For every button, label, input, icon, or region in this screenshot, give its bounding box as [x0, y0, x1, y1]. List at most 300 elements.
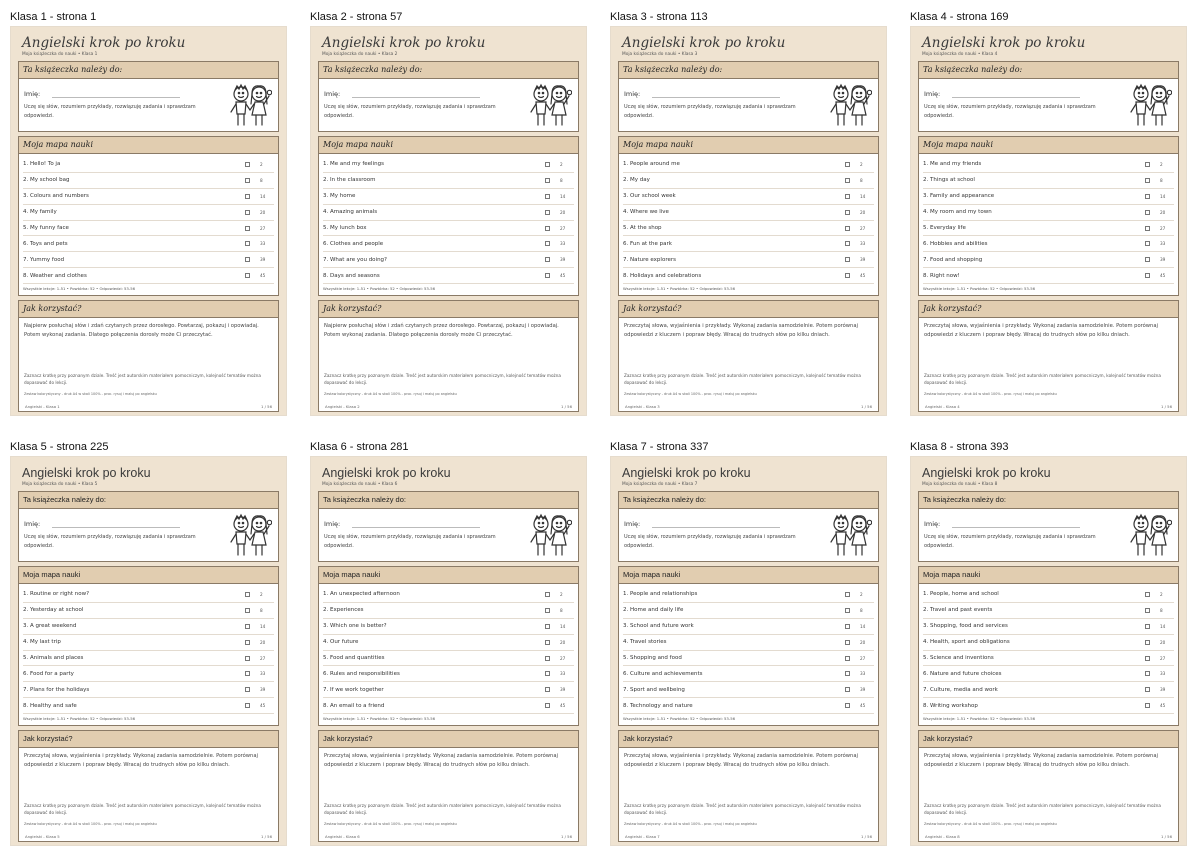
checkbox-icon[interactable]	[1145, 687, 1150, 692]
owner-box	[318, 61, 579, 132]
learning-map-heading: Moja mapa nauki	[919, 137, 1178, 154]
checkbox-icon[interactable]	[845, 162, 850, 167]
map-item-page: 14	[860, 623, 866, 629]
owner-box-heading: Ta książeczka należy do:	[19, 492, 278, 509]
map-item-page: 45	[560, 703, 566, 709]
checkbox-icon[interactable]	[545, 624, 550, 629]
page-footer-right: 1 / 56	[261, 834, 272, 839]
checkbox-icon[interactable]	[845, 241, 850, 246]
checkbox-icon[interactable]	[845, 703, 850, 708]
checkbox-icon[interactable]	[845, 687, 850, 692]
checkbox-icon[interactable]	[245, 241, 250, 246]
list-item	[623, 157, 874, 173]
page-thumbnail	[610, 456, 887, 846]
map-item-page: 33	[860, 671, 866, 677]
page-thumbnail	[310, 26, 587, 416]
how-to-text: Najpierw posłuchaj słów i zdań czytanych przez dorosłego. Powtarzaj, pokazuj i opowiadaj. Potem wykonaj zadania. Dlatego połączenia dorosły może Ci przeczytać.	[324, 323, 559, 338]
page-preview	[310, 438, 592, 846]
map-item-label: 7. Culture, media and work	[923, 686, 998, 693]
map-item-label: 8. Right now!	[923, 272, 960, 279]
note-text: Zaznacz kratkę przy poznanym dziale. Treść jest autorskim materiałem pomocniczym, kolejność tematów można dopasować do lekcji.	[324, 373, 561, 385]
map-item-label: 6. Toys and pets	[23, 240, 68, 247]
map-item-page: 2	[860, 161, 863, 167]
checkbox-icon[interactable]	[545, 194, 550, 199]
page-footer-right: 1 / 56	[861, 404, 872, 409]
print-info-text: Zestaw kolorystyczny - druk A4 w skali 100% - proc. rysuj i maluj po angielsku	[24, 392, 157, 397]
map-item-page: 33	[1160, 241, 1166, 247]
name-field[interactable]	[952, 90, 1080, 98]
checkbox-icon[interactable]	[1145, 671, 1150, 676]
map-item-page: 39	[260, 257, 266, 263]
learning-map-footer: Wszystkie lekcje: 1-51 • Powtórka: 52 • Odpowiedzi: 53-56	[323, 286, 436, 292]
checkbox-icon[interactable]	[845, 624, 850, 629]
checkbox-icon[interactable]	[545, 687, 550, 692]
learning-map-list	[919, 154, 1178, 284]
map-item-page: 45	[860, 703, 866, 709]
list-item	[623, 205, 874, 221]
map-item-page: 20	[560, 639, 566, 645]
list-item	[923, 682, 1174, 698]
map-item-page: 2	[260, 161, 263, 167]
map-item-label: 2. Experiences	[323, 607, 364, 614]
map-item-page: 8	[860, 607, 863, 613]
checkbox-icon[interactable]	[245, 592, 250, 597]
checkbox-icon[interactable]	[845, 226, 850, 231]
learning-map-box	[318, 136, 579, 296]
checkbox-icon[interactable]	[245, 178, 250, 183]
owner-box-heading: Ta książeczka należy do:	[919, 492, 1178, 509]
list-item	[923, 635, 1174, 651]
page-footer-left: Angielski - Klasa 4	[925, 404, 960, 409]
map-item-label: 4. Health, sport and obligations	[923, 639, 1010, 646]
checkbox-icon[interactable]	[1145, 273, 1150, 278]
checkbox-icon[interactable]	[245, 671, 250, 676]
name-field[interactable]	[652, 520, 780, 528]
document-title: Angielski krok po kroku	[322, 466, 451, 480]
checkbox-icon[interactable]	[845, 194, 850, 199]
owner-box	[618, 61, 879, 132]
checkbox-icon[interactable]	[1145, 162, 1150, 167]
map-item-page: 14	[1160, 623, 1166, 629]
checkbox-icon[interactable]	[845, 592, 850, 597]
checkbox-icon[interactable]	[545, 671, 550, 676]
name-field[interactable]	[352, 520, 480, 528]
name-field[interactable]	[652, 90, 780, 98]
print-info-text: Zestaw kolorystyczny - druk A4 w skali 100% - proc. rysuj i maluj po angielsku	[324, 392, 457, 397]
checkbox-icon[interactable]	[245, 162, 250, 167]
map-item-page: 2	[1160, 161, 1163, 167]
note-text: Zaznacz kratkę przy poznanym dziale. Treść jest autorskim materiałem pomocniczym, kolejność tematów można dopasować do lekcji.	[924, 373, 1161, 385]
checkbox-icon[interactable]	[845, 656, 850, 661]
checkbox-icon[interactable]	[545, 178, 550, 183]
map-item-label: 8. An email to a friend	[323, 702, 385, 709]
checkbox-icon[interactable]	[545, 210, 550, 215]
page-preview	[610, 438, 892, 846]
list-item	[23, 651, 274, 667]
list-item	[323, 236, 574, 252]
map-item-label: 8. Writing workshop	[923, 702, 978, 709]
how-to-text: Przeczytaj słowa, wyjaśnienia i przykłady. Wykonaj zadania samodzielnie. Potem porównaj odpowiedzi z kluczem i popraw błędy. Wracaj do trudnych słów po kilku dniach.	[924, 323, 1158, 338]
learning-map-list	[19, 154, 278, 284]
page-preview-label: Klasa 3 - strona 113	[610, 11, 708, 23]
map-item-page: 39	[1160, 687, 1166, 693]
learning-map-heading: Moja mapa nauki	[19, 567, 278, 584]
list-item	[23, 698, 274, 714]
how-to-text: Przeczytaj słowa, wyjaśnienia i przykłady. Wykonaj zadania samodzielnie. Potem porównaj odpowiedzi z kluczem i popraw błędy. Wracaj do trudnych słów po kilku dniach.	[624, 753, 858, 768]
map-item-label: 7. Yummy food	[23, 256, 65, 263]
map-item-label: 4. My room and my town	[923, 209, 992, 216]
name-field[interactable]	[52, 90, 180, 98]
page-footer	[325, 834, 572, 839]
page-thumbnail	[10, 456, 287, 846]
map-item-label: 2. Travel and past events	[923, 607, 993, 614]
checkbox-icon[interactable]	[545, 608, 550, 613]
checkbox-icon[interactable]	[245, 257, 250, 262]
map-item-label: 3. Colours and numbers	[23, 193, 89, 200]
map-item-page: 8	[1160, 177, 1163, 183]
map-item-page: 39	[260, 687, 266, 693]
list-item	[323, 173, 574, 189]
document-title: Angielski krok po kroku	[22, 466, 151, 480]
page-preview-label: Klasa 2 - strona 57	[310, 11, 403, 23]
map-item-label: 6. Culture and achievements	[623, 670, 703, 677]
checkbox-icon[interactable]	[545, 640, 550, 645]
how-to-box	[318, 300, 579, 412]
note-text: Zaznacz kratkę przy poznanym dziale. Treść jest autorskim materiałem pomocniczym, kolejność tematów można dopasować do lekcji.	[24, 803, 261, 815]
learning-map-heading: Moja mapa nauki	[619, 567, 878, 584]
two-kids-icon	[228, 82, 272, 128]
list-item	[23, 619, 274, 635]
list-item	[923, 205, 1174, 221]
owner-box-heading: Ta książeczka należy do:	[319, 492, 578, 509]
map-item-page: 8	[560, 607, 563, 613]
checkbox-icon[interactable]	[245, 703, 250, 708]
map-item-label: 1. An unexpected afternoon	[323, 591, 400, 598]
checkbox-icon[interactable]	[1145, 178, 1150, 183]
page-footer	[925, 834, 1172, 839]
map-item-label: 4. Amazing animals	[323, 209, 378, 216]
print-info-text: Zestaw kolorystyczny - druk A4 w skali 100% - proc. rysuj i maluj po angielsku	[624, 392, 757, 397]
page-footer-left: Angielski - Klasa 7	[625, 834, 660, 839]
checkbox-icon[interactable]	[245, 194, 250, 199]
list-item	[323, 205, 574, 221]
map-item-page: 20	[560, 209, 566, 215]
learning-map-list	[19, 584, 278, 714]
page-footer-left: Angielski - Klasa 3	[625, 404, 660, 409]
note-text: Zaznacz kratkę przy poznanym dziale. Treść jest autorskim materiałem pomocniczym, kolejność tematów można dopasować do lekcji.	[24, 373, 261, 385]
map-item-page: 20	[260, 209, 266, 215]
list-item	[623, 666, 874, 682]
map-item-page: 45	[260, 273, 266, 279]
how-to-box	[918, 300, 1179, 412]
checkbox-icon[interactable]	[845, 608, 850, 613]
how-to-heading: Jak korzystać?	[19, 301, 278, 318]
list-item	[923, 252, 1174, 268]
checkbox-icon[interactable]	[845, 178, 850, 183]
checkbox-icon[interactable]	[245, 608, 250, 613]
learning-map-footer: Wszystkie lekcje: 1-51 • Powtórka: 52 • Odpowiedzi: 53-56	[923, 286, 1036, 292]
owner-text: Uczę się słów, rozumiem przykłady, rozwiązuję zadania i sprawdzam odpowiedzi.	[924, 534, 1096, 549]
page-footer-right: 1 / 56	[861, 834, 872, 839]
map-item-label: 4. Travel stories	[623, 639, 667, 646]
learning-map-list	[619, 154, 878, 284]
how-to-box	[18, 730, 279, 842]
page-preview-label: Klasa 4 - strona 169	[910, 11, 1009, 23]
map-item-label: 6. Hobbies and abilities	[923, 240, 988, 247]
how-to-box	[318, 730, 579, 842]
document-title: Angielski krok po kroku	[322, 35, 486, 51]
page-footer-right: 1 / 56	[1161, 834, 1172, 839]
map-item-label: 8. Weather and clothes	[23, 272, 87, 279]
list-item	[23, 221, 274, 237]
map-item-page: 20	[860, 209, 866, 215]
page-thumbnail	[910, 456, 1187, 846]
checkbox-icon[interactable]	[845, 671, 850, 676]
document-subtitle: Moja książeczka do nauki • Klasa 7	[622, 482, 698, 487]
owner-text: Uczę się słów, rozumiem przykłady, rozwiązuję zadania i sprawdzam odpowiedzi.	[24, 104, 196, 119]
map-item-label: 5. My lunch box	[323, 225, 367, 231]
map-item-page: 8	[1160, 607, 1163, 613]
list-item	[23, 682, 274, 698]
checkbox-icon[interactable]	[545, 226, 550, 231]
how-to-text: Przeczytaj słowa, wyjaśnienia i przykłady. Wykonaj zadania samodzielnie. Potem porównaj odpowiedzi z kluczem i popraw błędy. Wracaj do trudnych słów po kilku dniach.	[324, 753, 558, 768]
checkbox-icon[interactable]	[1145, 226, 1150, 231]
list-item	[323, 619, 574, 635]
print-info-text: Zestaw kolorystyczny - druk A4 w skali 100% - proc. rysuj i maluj po angielsku	[24, 822, 157, 827]
map-item-page: 33	[860, 241, 866, 247]
document-title: Angielski krok po kroku	[22, 35, 186, 51]
checkbox-icon[interactable]	[1145, 257, 1150, 262]
name-label: Imię:	[624, 520, 641, 528]
checkbox-icon[interactable]	[545, 257, 550, 262]
checkbox-icon[interactable]	[245, 624, 250, 629]
map-item-label: 8. Days and seasons	[323, 272, 380, 279]
map-item-page: 8	[260, 607, 263, 613]
page-footer-right: 1 / 56	[261, 404, 272, 409]
name-field[interactable]	[352, 90, 480, 98]
checkbox-icon[interactable]	[245, 210, 250, 215]
learning-map-box	[618, 136, 879, 296]
print-info-text: Zestaw kolorystyczny - druk A4 w skali 100% - proc. rysuj i maluj po angielsku	[324, 822, 457, 827]
list-item	[623, 635, 874, 651]
how-to-heading: Jak korzystać?	[319, 731, 578, 748]
map-item-page: 45	[1160, 703, 1166, 709]
how-to-box	[18, 300, 279, 412]
list-item	[623, 603, 874, 619]
page-preview-label: Klasa 1 - strona 1	[10, 11, 97, 23]
map-item-page: 2	[560, 161, 563, 167]
page-footer-left: Angielski - Klasa 6	[325, 834, 360, 839]
checkbox-icon[interactable]	[545, 241, 550, 246]
page-preview	[310, 8, 592, 416]
document-title: Angielski krok po kroku	[622, 35, 786, 51]
list-item	[923, 587, 1174, 603]
map-item-page: 14	[1160, 193, 1166, 199]
how-to-heading: Jak korzystać?	[619, 301, 878, 318]
how-to-heading: Jak korzystać?	[319, 301, 578, 318]
map-item-page: 27	[860, 225, 866, 231]
map-item-label: 5. Animals and places	[23, 655, 84, 661]
map-item-page: 20	[1160, 639, 1166, 645]
learning-map-heading: Moja mapa nauki	[319, 567, 578, 584]
checkbox-icon[interactable]	[1145, 656, 1150, 661]
checkbox-icon[interactable]	[845, 257, 850, 262]
checkbox-icon[interactable]	[1145, 592, 1150, 597]
checkbox-icon[interactable]	[545, 703, 550, 708]
document-title: Angielski krok po kroku	[922, 35, 1086, 51]
checkbox-icon[interactable]	[1145, 210, 1150, 215]
map-item-label: 7. Plans for the holidays	[23, 686, 90, 693]
owner-text: Uczę się słów, rozumiem przykłady, rozwiązuję zadania i sprawdzam odpowiedzi.	[624, 104, 796, 119]
map-item-label: 5. Everyday life	[923, 225, 966, 231]
checkbox-icon[interactable]	[245, 687, 250, 692]
checkbox-icon[interactable]	[845, 273, 850, 278]
two-kids-icon	[528, 82, 572, 128]
learning-map-box	[318, 566, 579, 726]
page-thumbnail	[910, 26, 1187, 416]
owner-box-heading: Ta książeczka należy do:	[619, 62, 878, 79]
name-field[interactable]	[952, 520, 1080, 528]
map-item-page: 45	[260, 703, 266, 709]
learning-map-box	[18, 136, 279, 296]
checkbox-icon[interactable]	[1145, 624, 1150, 629]
map-item-label: 4. My last trip	[23, 639, 61, 646]
name-label: Imię:	[324, 520, 341, 528]
owner-text: Uczę się słów, rozumiem przykłady, rozwiązuję zadania i sprawdzam odpowiedzi.	[624, 534, 796, 549]
map-item-label: 5. At the shop	[623, 225, 662, 231]
how-to-box	[918, 730, 1179, 842]
map-item-label: 5. Food and quantities	[323, 655, 385, 661]
list-item	[923, 603, 1174, 619]
list-item	[23, 189, 274, 205]
learning-map-footer: Wszystkie lekcje: 1-51 • Powtórka: 52 • Odpowiedzi: 53-56	[623, 716, 736, 722]
owner-text: Uczę się słów, rozumiem przykłady, rozwiązuję zadania i sprawdzam odpowiedzi.	[324, 534, 496, 549]
list-item	[923, 157, 1174, 173]
list-item	[923, 698, 1174, 714]
checkbox-icon[interactable]	[545, 273, 550, 278]
document-subtitle: Moja książeczka do nauki • Klasa 5	[22, 482, 98, 487]
two-kids-icon	[828, 82, 872, 128]
checkbox-icon[interactable]	[545, 592, 550, 597]
map-item-label: 2. Yesterday at school	[23, 607, 84, 614]
checkbox-icon[interactable]	[545, 162, 550, 167]
learning-map-heading: Moja mapa nauki	[319, 137, 578, 154]
owner-box	[918, 491, 1179, 562]
how-to-box	[618, 300, 879, 412]
checkbox-icon[interactable]	[245, 226, 250, 231]
checkbox-icon[interactable]	[1145, 703, 1150, 708]
list-item	[23, 268, 274, 284]
owner-box	[318, 491, 579, 562]
note-text: Zaznacz kratkę przy poznanym dziale. Treść jest autorskim materiałem pomocniczym, kolejność tematów można dopasować do lekcji.	[924, 803, 1161, 815]
print-info-text: Zestaw kolorystyczny - druk A4 w skali 100% - proc. rysuj i maluj po angielsku	[924, 822, 1057, 827]
map-item-page: 39	[1160, 257, 1166, 263]
list-item	[23, 173, 274, 189]
list-item	[623, 619, 874, 635]
checkbox-icon[interactable]	[1145, 241, 1150, 246]
map-item-page: 45	[560, 273, 566, 279]
map-item-page: 8	[860, 177, 863, 183]
learning-map-heading: Moja mapa nauki	[19, 137, 278, 154]
owner-text: Uczę się słów, rozumiem przykłady, rozwiązuję zadania i sprawdzam odpowiedzi.	[924, 104, 1096, 119]
learning-map-footer: Wszystkie lekcje: 1-51 • Powtórka: 52 • Odpowiedzi: 53-56	[623, 286, 736, 292]
document-subtitle: Moja książeczka do nauki • Klasa 1	[22, 52, 98, 57]
page-thumbnail	[310, 456, 587, 846]
how-to-heading: Jak korzystać?	[919, 301, 1178, 318]
map-item-page: 2	[260, 591, 263, 597]
list-item	[323, 635, 574, 651]
page-thumbnail	[610, 26, 887, 416]
two-kids-icon	[528, 512, 572, 558]
checkbox-icon[interactable]	[545, 656, 550, 661]
checkbox-icon[interactable]	[1145, 608, 1150, 613]
document-subtitle: Moja książeczka do nauki • Klasa 8	[922, 482, 998, 487]
two-kids-icon	[1128, 512, 1172, 558]
checkbox-icon[interactable]	[1145, 194, 1150, 199]
map-item-label: 5. Science and inventions	[923, 655, 994, 661]
map-item-label: 7. Sport and wellbeing	[623, 686, 685, 693]
map-item-label: 5. Shopping and food	[623, 655, 682, 661]
map-item-label: 4. My family	[23, 209, 57, 216]
list-item	[923, 189, 1174, 205]
checkbox-icon[interactable]	[245, 656, 250, 661]
map-item-label: 6. Clothes and people	[323, 240, 384, 247]
map-item-page: 33	[560, 671, 566, 677]
owner-box-heading: Ta książeczka należy do:	[619, 492, 878, 509]
name-field[interactable]	[52, 520, 180, 528]
map-item-page: 39	[860, 257, 866, 263]
list-item	[23, 205, 274, 221]
page-footer-left: Angielski - Klasa 5	[25, 834, 60, 839]
page-footer	[325, 404, 572, 409]
map-item-page: 20	[260, 639, 266, 645]
list-item	[923, 651, 1174, 667]
map-item-label: 1. Me and my feelings	[323, 161, 384, 168]
two-kids-icon	[228, 512, 272, 558]
checkbox-icon[interactable]	[845, 210, 850, 215]
page-footer-right: 1 / 56	[561, 834, 572, 839]
page-footer-left: Angielski - Klasa 8	[925, 834, 960, 839]
map-item-label: 3. Our school week	[623, 193, 676, 200]
map-item-page: 14	[560, 193, 566, 199]
checkbox-icon[interactable]	[245, 273, 250, 278]
how-to-heading: Jak korzystać?	[19, 731, 278, 748]
learning-map-heading: Moja mapa nauki	[619, 137, 878, 154]
map-item-label: 1. People, home and school	[923, 591, 999, 598]
map-item-label: 7. Food and shopping	[923, 256, 983, 263]
list-item	[923, 619, 1174, 635]
checkbox-icon[interactable]	[245, 640, 250, 645]
learning-map-list	[319, 154, 578, 284]
list-item	[323, 221, 574, 237]
map-item-page: 45	[1160, 273, 1166, 279]
owner-box-heading: Ta książeczka należy do:	[19, 62, 278, 79]
map-item-page: 8	[260, 177, 263, 183]
map-item-label: 8. Healthy and safe	[23, 702, 77, 709]
map-item-page: 39	[560, 687, 566, 693]
list-item	[323, 603, 574, 619]
learning-map-list	[619, 584, 878, 714]
name-label: Imię:	[24, 90, 41, 98]
list-item	[623, 698, 874, 714]
note-text: Zaznacz kratkę przy poznanym dziale. Treść jest autorskim materiałem pomocniczym, kolejność tematów można dopasować do lekcji.	[324, 803, 561, 815]
map-item-label: 3. A great weekend	[23, 623, 77, 630]
checkbox-icon[interactable]	[845, 640, 850, 645]
list-item	[23, 236, 274, 252]
list-item	[623, 173, 874, 189]
learning-map-box	[918, 566, 1179, 726]
checkbox-icon[interactable]	[1145, 640, 1150, 645]
